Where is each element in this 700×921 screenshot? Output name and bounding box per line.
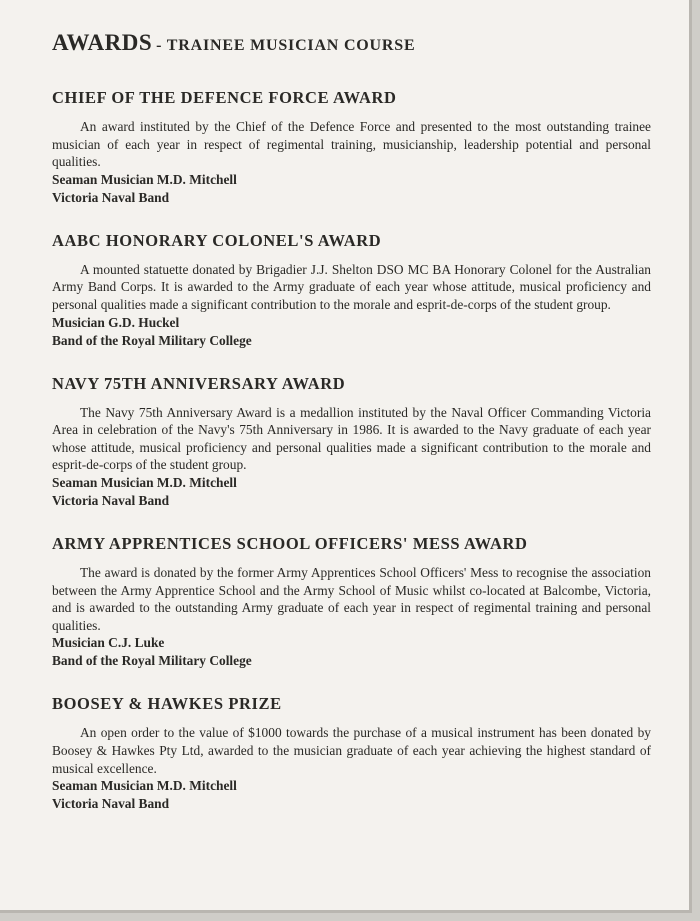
page-title-main: AWARDS (52, 30, 153, 55)
award-description: An award instituted by the Chief of the Defence Force and presented to the most outstanding trainee musician of each year in respect of regimental training, musicianship, leadership potential and personal qualities. (52, 119, 651, 170)
award-recipient-unit: Victoria Naval Band (52, 189, 170, 205)
award-recipient: Musician C.J. Luke (52, 635, 165, 651)
award-title: NAVY 75TH ANNIVERSARY AWARD (52, 373, 346, 393)
award-description: The award is donated by the former Army Apprentices School Officers' Mess to recognise the association between the Army Apprentice School and the Army School of Music whilst co-located at Balcombe, Victoria, and is awarded to the outstanding Army graduate of each year in respect of regimental training and personal qualities. (52, 564, 651, 633)
award-description: A mounted statuette donated by Brigadier J.J. Shelton DSO MC BA Honorary Colonel for the Australian Army Band Corps. It is awarded to the Army graduate of each year whose attitude, musical proficiency and personal qualities made a significant contribution to the morale and esprit-de-corps of the student group. (52, 261, 651, 312)
award-recipient-unit: Band of the Royal Military College (52, 653, 252, 669)
award-description: The Navy 75th Anniversary Award is a medallion instituted by the Naval Officer Commanding Victoria Area in celebration of the Navy's 75th Anniversary in 1986. It is awarded to the Navy graduate of each year whose attitude, musical proficiency and personal qualities made a significant contribution to the morale and esprit-de-corps of the student group. (52, 404, 651, 473)
award-section-navy-75th (52, 374, 651, 510)
award-recipient-unit: Victoria Naval Band (52, 796, 170, 812)
award-recipient: Seaman Musician M.D. Mitchell (52, 474, 237, 490)
award-section-aabc (52, 231, 651, 350)
award-recipient: Seaman Musician M.D. Mitchell (52, 171, 237, 187)
award-description: An open order to the value of $1000 towards the purchase of a musical instrument has been donated by Boosey & Hawkes Pty Ltd, awarded to the musician graduate of each year achieving the highest standard of musical excellence. (52, 725, 651, 776)
award-recipient-unit: Band of the Royal Military College (52, 332, 252, 348)
award-recipient: Musician G.D. Huckel (52, 314, 180, 330)
award-recipient-unit: Victoria Naval Band (52, 492, 170, 508)
page-title (52, 30, 651, 56)
award-title: BOOSEY & HAWKES PRIZE (52, 694, 282, 714)
award-section-boosey-hawkes (52, 694, 651, 813)
award-recipient: Seaman Musician M.D. Mitchell (52, 778, 237, 794)
page-title-sub: - TRAINEE MUSICIAN COURSE (156, 37, 416, 54)
award-title: AABC HONORARY COLONEL'S AWARD (52, 230, 382, 250)
award-title: ARMY APPRENTICES SCHOOL OFFICERS' MESS AWARD (52, 533, 528, 553)
award-section-apprentices-mess (52, 534, 651, 670)
award-title: CHIEF OF THE DEFENCE FORCE AWARD (52, 88, 397, 107)
award-section-cdf (52, 88, 651, 207)
